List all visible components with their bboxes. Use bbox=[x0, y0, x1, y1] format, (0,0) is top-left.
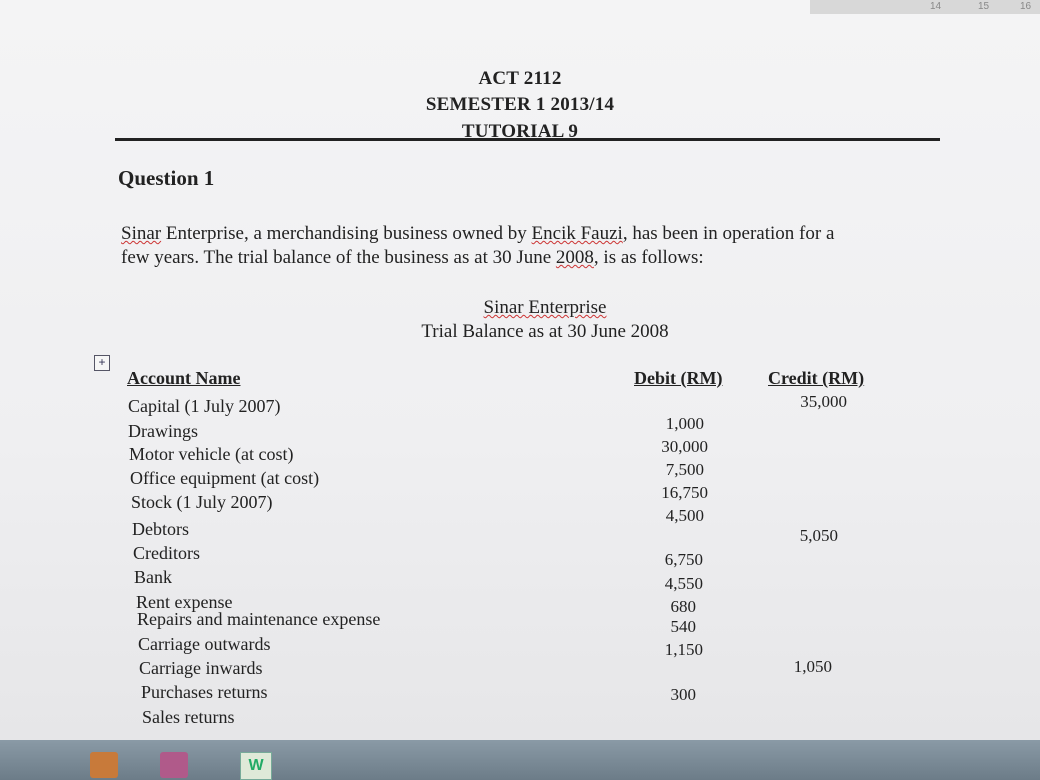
table-row-debit: 7,500 bbox=[665, 460, 704, 479]
statement-title: Trial Balance as at 30 June 2008 bbox=[421, 321, 669, 342]
ruler-mark: 14 bbox=[930, 1, 942, 12]
folder-icon[interactable] bbox=[90, 752, 118, 778]
table-row-debit: 6,750 bbox=[664, 550, 703, 569]
paragraph-text: few years. The trial balance of the business as at 30 June bbox=[121, 247, 556, 268]
table-row-credit: 35,000 bbox=[800, 392, 847, 411]
table-row-account: Repairs and maintenance expense bbox=[137, 609, 381, 629]
table-row-credit: 1,050 bbox=[793, 657, 832, 676]
table-row-debit: 300 bbox=[670, 685, 696, 704]
tutorial-label: TUTORIAL 9 bbox=[461, 121, 579, 142]
course-code: ACT 2112 bbox=[478, 68, 562, 89]
table-row-debit: 1,150 bbox=[664, 640, 703, 659]
account-column-header: Account Name bbox=[127, 368, 241, 388]
table-row-account: Purchases returns bbox=[141, 682, 268, 702]
table-row-account: Rent expense bbox=[136, 592, 233, 612]
table-row-debit: 680 bbox=[670, 597, 696, 616]
paragraph-text: , is as follows: bbox=[593, 247, 704, 268]
table-row-debit: 1,000 bbox=[665, 414, 704, 433]
app-icon[interactable] bbox=[160, 752, 188, 778]
table-row-debit: 540 bbox=[670, 617, 696, 636]
semester-label: SEMESTER 1 2013/14 bbox=[425, 94, 615, 115]
table-row-debit: 30,000 bbox=[661, 437, 708, 456]
paragraph-text: Enterprise, a merchandising business owned by bbox=[161, 223, 532, 244]
table-row-account: Bank bbox=[134, 567, 172, 587]
table-row-account: Creditors bbox=[133, 543, 200, 563]
table-row-account: Stock (1 July 2007) bbox=[131, 492, 273, 512]
table-row-account: Drawings bbox=[128, 421, 198, 441]
spell-flag-word[interactable]: Sinar bbox=[121, 223, 162, 244]
question-paragraph bbox=[121, 222, 941, 270]
debit-column-header: Debit (RM) bbox=[634, 368, 723, 388]
ruler-mark: 15 bbox=[978, 1, 990, 12]
word-app-icon[interactable]: W bbox=[240, 752, 272, 780]
header-rule bbox=[115, 138, 940, 141]
credit-column-header: Credit (RM) bbox=[768, 368, 865, 388]
spell-flag-word[interactable]: 2008 bbox=[555, 247, 594, 268]
table-row-account: Carriage outwards bbox=[138, 634, 271, 654]
table-row-account: Sales returns bbox=[142, 707, 235, 727]
table-row-account: Motor vehicle (at cost) bbox=[129, 444, 294, 464]
table-row-account: Office equipment (at cost) bbox=[130, 468, 320, 488]
spell-flag-word[interactable]: Encik Fauzi bbox=[531, 223, 623, 244]
table-row-debit: 16,750 bbox=[661, 483, 708, 502]
table-row-credit: 5,050 bbox=[799, 526, 838, 545]
table-row-account: Carriage inwards bbox=[139, 658, 263, 678]
table-move-handle-icon[interactable]: + bbox=[94, 355, 110, 371]
ruler-mark: 16 bbox=[1020, 1, 1032, 12]
statement-company bbox=[0, 297, 1040, 319]
table-row-account: Capital (1 July 2007) bbox=[128, 396, 281, 416]
question-title: Question 1 bbox=[118, 166, 215, 190]
table-row-debit: 4,550 bbox=[664, 574, 703, 593]
table-row-account: Debtors bbox=[132, 519, 189, 539]
table-row-debit: 4,500 bbox=[665, 506, 704, 525]
company-name: Sinar Enterprise bbox=[483, 297, 607, 318]
paragraph-text: , has been in operation for a bbox=[622, 223, 835, 244]
taskbar bbox=[0, 740, 1040, 780]
horizontal-ruler[interactable] bbox=[810, 0, 1040, 14]
